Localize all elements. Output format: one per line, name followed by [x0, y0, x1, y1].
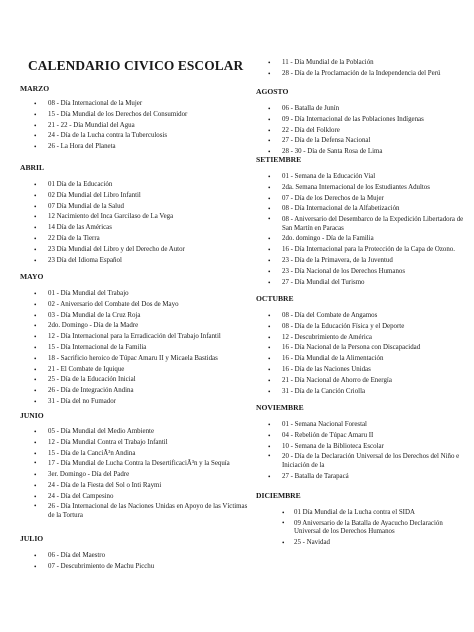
list-item: • 01 - Semana de la Educación Vial — [254, 172, 468, 183]
list-item: • 16 - Día Internacional para la Protección de la Capa de Ozono. — [254, 245, 468, 256]
list-item: • 2do. domingo - Día de la Familia — [254, 234, 468, 245]
list-item: • 21 - 22 - Día Mundial del Agua — [20, 121, 248, 132]
list-item: • 17 - Día Mundial de Lucha Contra la DesertificaciÃ³n y la Sequía — [20, 459, 252, 470]
section-heading-diciembre: DICIEMBRE — [256, 491, 301, 500]
section-heading-agosto: AGOSTO — [256, 87, 289, 96]
list-item: • 08 - Día del Combate de Angamos — [254, 311, 468, 322]
section-heading-mayo: MAYO — [20, 272, 44, 281]
list-item: • 24 - Día de la Fiesta del Sol o Inti Raymi — [20, 481, 252, 492]
list-mayo — [20, 289, 248, 408]
list-item: • 22 - Día del Folklore — [254, 126, 468, 137]
list-item: • 2do. Domingo - Día de la Madre — [20, 321, 248, 332]
list-item: • 24 - Día del Campesino — [20, 492, 252, 503]
section-heading-noviembre: NOVIEMBRE — [256, 403, 304, 412]
list-item: • 12 Nacimiento del Inca Garcilaso de La Vega — [20, 212, 248, 223]
list-junio — [20, 427, 252, 522]
list-item: • 28 - Día de la Proclamación de la Independencia del Perú — [254, 69, 468, 80]
list-item: • 01 Día de la Educación — [20, 180, 248, 191]
list-item: • 09 Aniversario de la Batalla de Ayacucho Declaración Universal de los Derechos Humanos — [278, 519, 458, 538]
list-item: • 27 - Día Mundial del Turismo — [254, 278, 468, 289]
list-item: • 02 Día Mundial del Libro Infantil — [20, 191, 248, 202]
list-item: • 15 - Día de la CanciÃ³n Andina — [20, 449, 252, 460]
list-item: • 25 - Día de la Educación Inicial — [20, 375, 248, 386]
list-item: • 27 - Día de la Defensa Nacional — [254, 136, 468, 147]
list-marzo — [20, 99, 248, 153]
list-setiembre — [254, 172, 468, 288]
list-julio-part2 — [254, 58, 468, 80]
list-item: • 01 - Semana Nacional Forestal — [254, 420, 468, 431]
list-item: • 10 - Semana de la Biblioteca Escolar — [254, 442, 468, 453]
list-item: • 01 - Día Mundial del Trabajo — [20, 289, 248, 300]
list-item: • 05 - Día Mundial del Medio Ambiente — [20, 427, 252, 438]
list-item: • 22 Día de la Tierra — [20, 234, 248, 245]
list-item: • 07 - Descubrimiento de Machu Picchu — [20, 562, 248, 573]
list-item: • 21 - El Combate de Iquique — [20, 365, 248, 376]
list-item: • 01 Día Mundial de la Lucha contra el SIDA — [278, 508, 458, 519]
list-item: • 12 - Día Mundial Contra el Trabajo Infantil — [20, 438, 252, 449]
list-item: • 27 - Batalla de Tarapacá — [254, 472, 468, 483]
section-heading-abril: ABRIL — [20, 163, 45, 172]
section-heading-octubre: OCTUBRE — [256, 294, 294, 303]
list-item: • 04 - Rebelión de Túpac Amaru II — [254, 431, 468, 442]
list-item: • 07 Día Mundial de la Salud — [20, 202, 248, 213]
list-item: • 12 - Descubrimiento de América — [254, 333, 468, 344]
list-item: • 08 - Aniversario del Desembarco de la Expedición Libertadora de San Martín en Paracas — [254, 215, 468, 234]
list-item: • 08 - Día Internacional de la Alfabetización — [254, 204, 468, 215]
section-heading-setiembre: SETIEMBRE — [256, 155, 302, 164]
list-item: • 23 - Día de la Primavera, de la Juventud — [254, 256, 468, 267]
list-item: • 21 - Día Nacional de Ahorro de Energía — [254, 376, 468, 387]
list-item: • 09 - Día Internacional de las Poblaciones Indígenas — [254, 115, 468, 126]
list-item: • 18 - Sacrificio heroico de Túpac Amaru II y Micaela Bastidas — [20, 354, 248, 365]
list-item: • 12 - Día Internacional para la Erradicación del Trabajo Infantil — [20, 332, 248, 343]
list-item: • 15 - Día Mundial de los Derechos del Consumidor — [20, 110, 248, 121]
list-item: • 16 - Día de las Naciones Unidas — [254, 365, 468, 376]
list-item: • 26 - Día Internacional de las Naciones Unidas en Apoyo de las Víctimas de la Tortura — [20, 502, 252, 521]
list-item: • 15 - Día Internacional de la Familia — [20, 343, 248, 354]
list-abril — [20, 180, 248, 266]
list-item: • 23 - Día Nacional de los Derechos Humanos — [254, 267, 468, 278]
list-item: • 31 - Día del no Fumador — [20, 397, 248, 408]
list-octubre — [254, 311, 468, 397]
list-item: • 06 - Batalla de Junín — [254, 104, 468, 115]
page-title: CALENDARIO CIVICO ESCOLAR — [28, 58, 244, 73]
list-item: • 3er. Domingo - Día del Padre — [20, 470, 252, 481]
list-item: • 16 - Día Nacional de la Persona con Discapacidad — [254, 343, 468, 354]
list-item: • 25 - Navidad — [278, 538, 458, 549]
list-item: • 24 - Día de la Lucha contra la Tuberculosis — [20, 131, 248, 142]
list-item: • 20 - Día de la Declaración Universal de los Derechos del Niño e Iniciación de la — [254, 452, 468, 471]
list-item: • 2da. Semana Internacional de los Estudiantes Adultos — [254, 183, 468, 194]
list-julio-part1 — [20, 551, 248, 573]
list-item: • 31 - Día de la Canción Criolla — [254, 387, 468, 398]
list-noviembre — [254, 420, 468, 482]
list-item: • 02 - Aniversario del Combate del Dos de Mayo — [20, 300, 248, 311]
list-diciembre — [278, 508, 458, 549]
list-item: • 08 - Día de la Educación Física y el Deporte — [254, 322, 468, 333]
list-item: • 16 - Día Mundial de la Alimentación — [254, 354, 468, 365]
list-item: • 03 - Día Mundial de la Cruz Roja — [20, 311, 248, 322]
list-item: • 11 - Día Mundial de la Población — [254, 58, 468, 69]
list-item: • 23 Día Mundial del Libro y del Derecho de Autor — [20, 245, 248, 256]
list-item: • 26 - Día de Integración Andina — [20, 386, 248, 397]
section-heading-junio: JUNIO — [20, 411, 44, 420]
list-item: • 06 - Día del Maestro — [20, 551, 248, 562]
list-item: • 08 - Día Internacional de la Mujer — [20, 99, 248, 110]
list-agosto — [254, 104, 468, 158]
list-item: • 07 - Día de los Derechos de la Mujer — [254, 194, 468, 205]
list-item: • 14 Día de las Américas — [20, 223, 248, 234]
section-heading-marzo: MARZO — [20, 84, 50, 93]
list-item: • 23 Día del Idioma Español — [20, 256, 248, 267]
list-item: • 26 - La Hora del Planeta — [20, 142, 248, 153]
section-heading-julio: JULIO — [20, 534, 44, 543]
list-item: • 28 - 30 - Día de Santa Rosa de Lima — [254, 147, 468, 158]
